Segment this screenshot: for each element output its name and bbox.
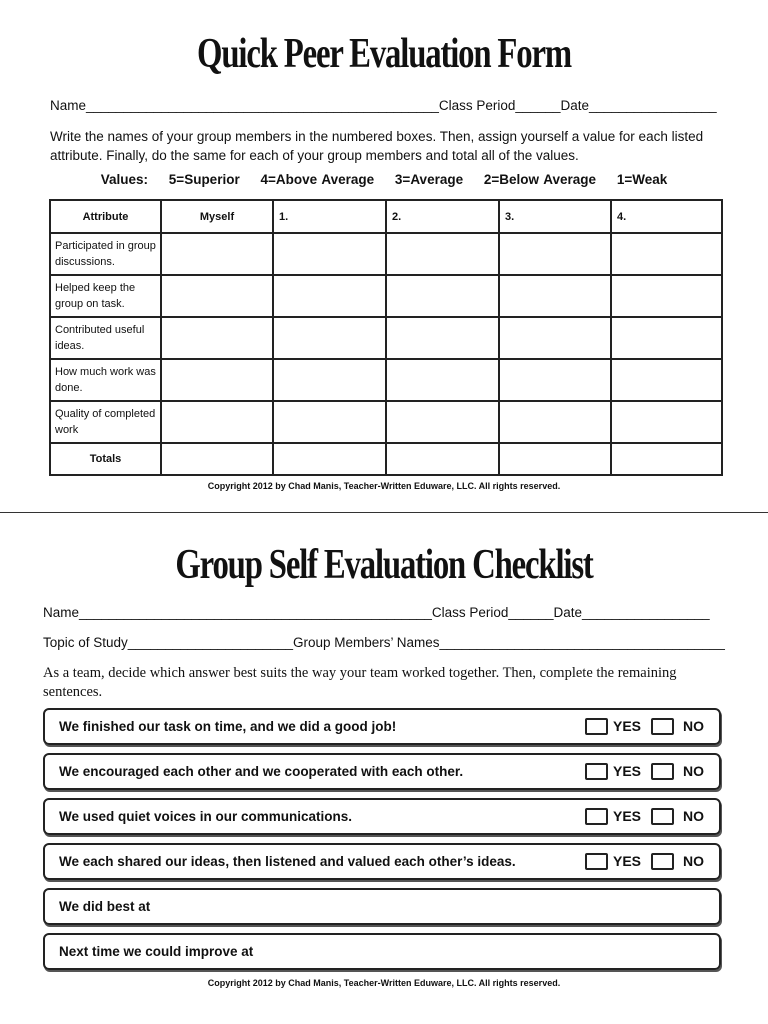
value-1: 1=Weak <box>616 172 668 187</box>
score-cell[interactable] <box>499 359 611 401</box>
peer-form-title: Quick Peer Evaluation Form <box>197 31 571 77</box>
yes-label: YES <box>612 763 641 779</box>
value-2: 2=Below Average <box>483 172 597 187</box>
statement-box <box>43 798 721 835</box>
yes-checkbox[interactable] <box>585 718 608 735</box>
prompt-text: Next time we could improve at <box>59 944 254 959</box>
prompt-text: We did best at <box>59 899 151 914</box>
no-checkbox[interactable] <box>651 718 674 735</box>
score-cell[interactable] <box>386 401 499 443</box>
table-row <box>50 359 722 401</box>
checklist-copyright: Copyright 2012 by Chad Manis, Teacher-Written Eduware, LLC. All rights reserved. <box>207 978 561 988</box>
yes-checkbox[interactable] <box>585 808 608 825</box>
no-checkbox[interactable] <box>651 853 674 870</box>
table-row <box>50 275 722 317</box>
value-5: 5=Superior <box>168 172 240 187</box>
score-cell[interactable] <box>161 401 273 443</box>
prompt-box-best-at[interactable] <box>43 888 721 925</box>
header-myself: Myself <box>161 200 273 233</box>
score-cell[interactable] <box>273 233 386 275</box>
score-cell[interactable] <box>611 233 722 275</box>
checklist-name-line[interactable]: Name_______________________________________________Class Period______Date_________________ <box>43 605 710 620</box>
no-label: NO <box>683 853 704 869</box>
attribute-label: Participated in group discussions. <box>50 233 161 275</box>
checklist-instructions: As a team, decide which answer best suits the way your team worked together. Then, complete the remaining sentences. <box>43 665 677 700</box>
score-cell[interactable] <box>611 275 722 317</box>
statement-box <box>43 753 721 790</box>
total-cell[interactable] <box>386 443 499 475</box>
yes-label: YES <box>612 718 641 734</box>
attribute-label: Helped keep the group on task. <box>50 275 161 317</box>
score-cell[interactable] <box>611 317 722 359</box>
score-cell[interactable] <box>161 359 273 401</box>
yes-checkbox[interactable] <box>585 853 608 870</box>
statement-text: We each shared our ideas, then listened and valued each other’s ideas. <box>59 854 516 869</box>
header-member-1[interactable]: 1. <box>273 200 386 233</box>
values-label: Values: <box>100 172 149 187</box>
value-4: 4=Above Average <box>260 172 375 187</box>
totals-row <box>50 443 722 475</box>
no-checkbox[interactable] <box>651 808 674 825</box>
statement-box <box>43 843 721 880</box>
peer-evaluation-table <box>49 199 723 476</box>
attribute-label: How much work was done. <box>50 359 161 401</box>
totals-label: Totals <box>50 443 161 475</box>
score-cell[interactable] <box>499 275 611 317</box>
score-cell[interactable] <box>161 275 273 317</box>
score-cell[interactable] <box>273 317 386 359</box>
statement-text: We finished our task on time, and we did a good job! <box>59 719 397 734</box>
score-cell[interactable] <box>386 317 499 359</box>
table-header-row <box>50 200 722 233</box>
no-label: NO <box>683 763 704 779</box>
score-cell[interactable] <box>386 275 499 317</box>
attribute-label: Quality of completed work <box>50 401 161 443</box>
section-divider <box>0 512 768 513</box>
peer-form-header-line[interactable]: Name_______________________________________________Class Period______Date_________________ <box>50 98 717 113</box>
score-cell[interactable] <box>499 401 611 443</box>
total-cell[interactable] <box>611 443 722 475</box>
header-member-4[interactable]: 4. <box>611 200 722 233</box>
score-cell[interactable] <box>386 359 499 401</box>
statement-box <box>43 708 721 745</box>
score-cell[interactable] <box>273 275 386 317</box>
yes-label: YES <box>612 808 641 824</box>
no-checkbox[interactable] <box>651 763 674 780</box>
no-label: NO <box>683 718 704 734</box>
table-row <box>50 233 722 275</box>
total-cell[interactable] <box>499 443 611 475</box>
values-legend <box>0 172 768 187</box>
header-member-2[interactable]: 2. <box>386 200 499 233</box>
score-cell[interactable] <box>386 233 499 275</box>
checklist-topic-line[interactable]: Topic of Study______________________Group Members’ Names______________________________________ <box>43 635 725 650</box>
table-row <box>50 317 722 359</box>
score-cell[interactable] <box>273 359 386 401</box>
header-member-3[interactable]: 3. <box>499 200 611 233</box>
peer-form-instructions: Write the names of your group members in the numbered boxes. Then, assign yourself a value for each listed attribute. Finally, do the same for each of your group members and total all of the values. <box>50 129 704 163</box>
checklist-title: Group Self Evaluation Checklist <box>175 542 593 588</box>
score-cell[interactable] <box>611 359 722 401</box>
peer-form-copyright: Copyright 2012 by Chad Manis, Teacher-Written Eduware, LLC. All rights reserved. <box>207 481 561 491</box>
total-cell[interactable] <box>273 443 386 475</box>
statement-text: We encouraged each other and we cooperated with each other. <box>59 764 464 779</box>
yes-checkbox[interactable] <box>585 763 608 780</box>
score-cell[interactable] <box>161 317 273 359</box>
yes-label: YES <box>612 853 641 869</box>
prompt-box-improve-at[interactable] <box>43 933 721 970</box>
score-cell[interactable] <box>499 233 611 275</box>
score-cell[interactable] <box>499 317 611 359</box>
statement-text: We used quiet voices in our communications. <box>59 809 353 824</box>
no-label: NO <box>683 808 704 824</box>
total-cell[interactable] <box>161 443 273 475</box>
value-3: 3=Average <box>394 172 464 187</box>
score-cell[interactable] <box>273 401 386 443</box>
header-attribute: Attribute <box>50 200 161 233</box>
attribute-label: Contributed useful ideas. <box>50 317 161 359</box>
score-cell[interactable] <box>611 401 722 443</box>
score-cell[interactable] <box>161 233 273 275</box>
table-row <box>50 401 722 443</box>
